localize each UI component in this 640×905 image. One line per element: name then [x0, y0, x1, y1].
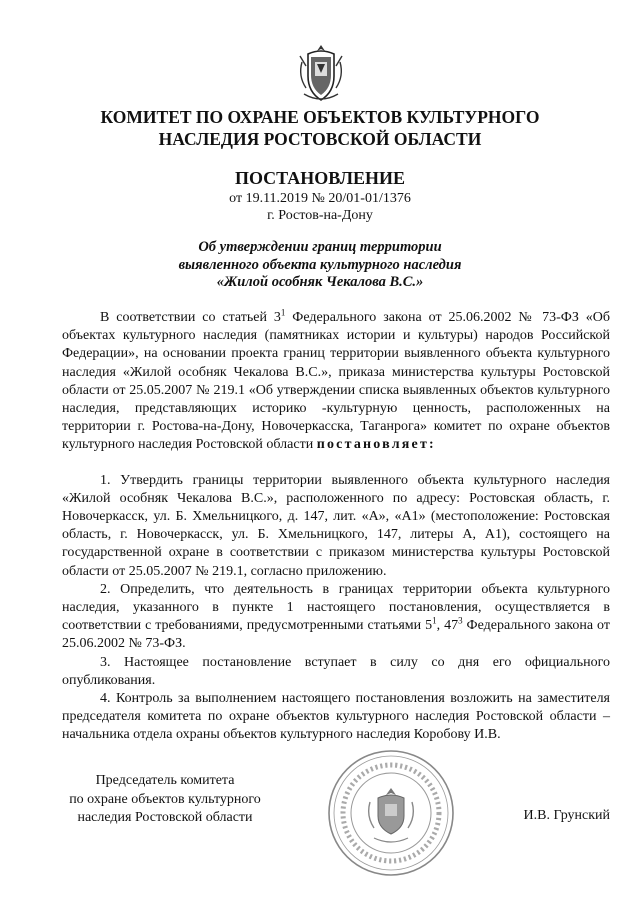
subject-line-2: выявленного объекта культурного наследия: [178, 256, 462, 273]
document-subject: [60, 239, 580, 292]
organization-name: [60, 106, 580, 150]
item-2-superscript-1: 1: [432, 615, 437, 626]
subject-line-3: «Жилой особняк Чекалова В.С.»: [216, 274, 424, 290]
document-body: [62, 309, 610, 745]
item-1: 1. Утвердить границы территории выявленного объекта культурного наследия «Жилой особняк Чекалова В.С.», расположенного по адресу: Ростовская область, г. Новочеркасск, ул. Б. Хмельницкого, д. 147, лит. «А», «А1» (местоположение: Ростовская область, г. Новочеркасск, ул. Б. Хмельницкого, 147, литеры А, А1), состоящего на государственной охране в соответствии с приказом министерства культуры Ростовской области от 25.05.2007 № 219.1, согласно приложению.: [62, 472, 610, 579]
signatory-title: [60, 772, 270, 828]
document-city: г. Ростов-на-Дону: [267, 208, 373, 223]
item-2-text-a: 2. Определить, что деятельность в границах территории объекта культурного наследия, указанного в пункте 1 настоящего постановления, осуществляется в соответствии с требованиями, предусмотренными статьями 5: [62, 581, 610, 634]
signatory-title-line-3: наследия Ростовской области: [77, 810, 253, 825]
item-4: 4. Контроль за выполнением настоящего постановления возложить на заместителя председателя комитета по охране объектов культурного наследия Ростовской области – начальника отдела охраны объектов культурного наследия Коробову И.В.: [62, 691, 610, 743]
coat-of-arms-emblem: [294, 42, 348, 104]
subject-line-1: Об утверждении границ территории: [198, 239, 442, 255]
item-2-superscript-2: 3: [458, 615, 463, 626]
preamble-superscript: 1: [280, 307, 286, 318]
preamble-paragraph: [62, 309, 610, 455]
item-3: 3. Настоящее постановление вступает в силу со дня его официального опубликования.: [62, 654, 610, 688]
decree-word: постановляет:: [316, 437, 436, 453]
signatory-name: И.В. Грунский: [523, 808, 610, 823]
document-type: ПОСТАНОВЛЕНИЕ: [234, 168, 406, 188]
item-2-text-b: , 47: [436, 618, 459, 634]
preamble-text-a: В соответствии со статьей 3: [100, 310, 281, 325]
org-line-1: КОМИТЕТ ПО ОХРАНЕ ОБЪЕКТОВ КУЛЬТУРНОГО: [100, 107, 540, 127]
signatory-title-line-1: Председатель комитета: [95, 773, 235, 788]
item-2: [62, 581, 610, 654]
official-seal-stamp: [326, 748, 456, 878]
preamble-text-b: Федерального закона от 25.06.2002 № 73-ФЗ «Об объектах культурного наследия (памятниках истории и культуры) народов Российской Федерации», на основании проекта границ территории выявленного объекта культурного наследия «Жилой особняк Чекалова В.С.», приказа министерства культуры Ростовской области от 25.05.2007 № 219.1 «Об утверждении списка выявленных объектов культурного наследия, представляющих историко -культурную ценность, расположенных на территории г. Ростова-на-Дону, Новочеркасска, Таганрога» комитет по охране объектов культурного наследия Ростовской области: [62, 310, 610, 453]
document-date-number: от 19.11.2019 № 20/01-01/1376: [229, 191, 411, 206]
item-2-text-c: Федерального закона от 25.06.2002 № 73-ФЗ.: [62, 618, 610, 652]
signatory-title-line-2: по охране объектов культурного: [69, 791, 261, 807]
org-line-2: НАСЛЕДИЯ РОСТОВСКОЙ ОБЛАСТИ: [158, 129, 482, 149]
document-meta: [0, 190, 640, 224]
